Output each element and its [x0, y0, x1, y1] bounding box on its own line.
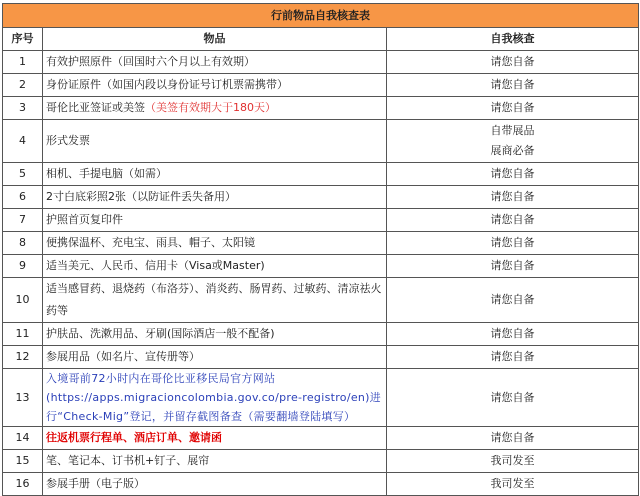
table-row: [3, 369, 639, 427]
item-text: 往返机票行程单、酒店订单、邀请函: [46, 431, 222, 444]
check-text: 自带展品: [490, 124, 535, 137]
check-text: 请您自备: [490, 350, 535, 363]
row-check: [387, 346, 639, 369]
row-num: 1: [3, 51, 43, 74]
row-num: 4: [3, 120, 43, 163]
row-num: 3: [3, 97, 43, 120]
row-check: [387, 51, 639, 74]
row-item: [43, 163, 387, 186]
table-title: 行前物品自我核查表: [3, 4, 639, 28]
item-text: 适当感冒药、退烧药（布洛芬）、消炎药、肠胃药、过敏药、清凉祛火药等: [46, 282, 382, 317]
row-num: 9: [3, 255, 43, 278]
row-num: 10: [3, 278, 43, 323]
item-text: 相机、手提电脑（如需）: [46, 167, 167, 180]
row-num: 14: [3, 427, 43, 450]
check-text: 请您自备: [490, 190, 535, 203]
table-row: [3, 232, 639, 255]
check-text: 请您自备: [490, 236, 535, 249]
row-check: [387, 427, 639, 450]
table-row: [3, 450, 639, 473]
row-item: [43, 120, 387, 163]
table-row: [3, 323, 639, 346]
row-check: [387, 209, 639, 232]
row-item: [43, 255, 387, 278]
table-row: [3, 346, 639, 369]
row-check: [387, 255, 639, 278]
table-row: [3, 209, 639, 232]
row-check: [387, 323, 639, 346]
header-check: 自我核查: [387, 28, 639, 51]
row-num: 11: [3, 323, 43, 346]
item-text: 护照首页复印件: [46, 213, 123, 226]
row-item: [43, 186, 387, 209]
table-row: [3, 427, 639, 450]
row-item: [43, 209, 387, 232]
check-text: 请您自备: [490, 327, 535, 340]
checklist-table: [2, 3, 639, 496]
check-text: 请您自备: [490, 167, 535, 180]
check-text: 请您自备: [490, 78, 535, 91]
row-item: [43, 346, 387, 369]
header-item: 物品: [43, 28, 387, 51]
header-num: 序号: [3, 28, 43, 51]
item-text: 护肤品、洗漱用品、牙刷(国际酒店一般不配备): [46, 327, 275, 340]
check-text: 请您自备: [490, 431, 535, 444]
row-item: [43, 232, 387, 255]
row-num: 7: [3, 209, 43, 232]
check-text: 请您自备: [490, 213, 535, 226]
item-text: 适当美元、人民币、信用卡（Visa或Master): [46, 259, 265, 272]
check-text: 请您自备: [490, 390, 535, 404]
row-check: [387, 450, 639, 473]
table-row: [3, 97, 639, 120]
row-num: 15: [3, 450, 43, 473]
table-row: [3, 74, 639, 97]
check-text: 我司发至: [490, 477, 535, 490]
header-row: [3, 28, 639, 51]
item-text: 参展手册（电子版）: [46, 477, 145, 490]
row-num: 16: [3, 473, 43, 496]
item-note: （美签有效期大于180天）: [145, 101, 276, 114]
item-text: 身份证原件（如国内段以身份证号订机票需携带）: [46, 78, 288, 91]
item-text: 便携保温杯、充电宝、雨具、帽子、太阳镜: [46, 236, 255, 249]
row-check: [387, 97, 639, 120]
row-num: 12: [3, 346, 43, 369]
item-text: 有效护照原件（回国时六个月以上有效期）: [46, 55, 255, 68]
row-item: [43, 97, 387, 120]
check-text-2: 展商必备: [490, 144, 535, 157]
row-num: 2: [3, 74, 43, 97]
check-text: 请您自备: [490, 259, 535, 272]
row-num: 13: [3, 369, 43, 427]
row-check: [387, 120, 639, 163]
item-text: 2寸白底彩照2张（以防证件丢失备用）: [46, 190, 236, 203]
item-text: 哥伦比亚签证或美签: [46, 101, 145, 114]
row-item: [43, 278, 387, 323]
row-item: [43, 323, 387, 346]
table-row: [3, 51, 639, 74]
table-row: [3, 278, 639, 323]
row-item: [43, 74, 387, 97]
check-text: 请您自备: [490, 55, 535, 68]
row-check: [387, 232, 639, 255]
row-check: [387, 278, 639, 323]
check-text: 请您自备: [490, 293, 535, 306]
check-text: 我司发至: [490, 454, 535, 467]
row-num: 6: [3, 186, 43, 209]
table-row: [3, 255, 639, 278]
row-check: [387, 186, 639, 209]
row-item: [43, 369, 387, 427]
row-num: 5: [3, 163, 43, 186]
table-row: [3, 163, 639, 186]
item-text: 形式发票: [46, 134, 90, 147]
row-check: [387, 369, 639, 427]
row-num: 8: [3, 232, 43, 255]
row-item: [43, 450, 387, 473]
row-item: [43, 51, 387, 74]
item-text: 入境哥前72小时内在哥伦比亚移民局官方网站(https://apps.migracioncolombia.gov.co/pre-registro/en)进行“Check-Mig”登记，并留存截图备查（需要翻墙登陆填写）: [46, 372, 382, 423]
row-item: [43, 427, 387, 450]
table-row: [3, 186, 639, 209]
table-row: [3, 120, 639, 163]
item-text: 参展用品（如名片、宣传册等）: [46, 350, 200, 363]
row-check: [387, 163, 639, 186]
check-text: 请您自备: [490, 101, 535, 114]
row-check: [387, 74, 639, 97]
item-text: 笔、笔记本、订书机+钉子、展帘: [46, 454, 210, 467]
